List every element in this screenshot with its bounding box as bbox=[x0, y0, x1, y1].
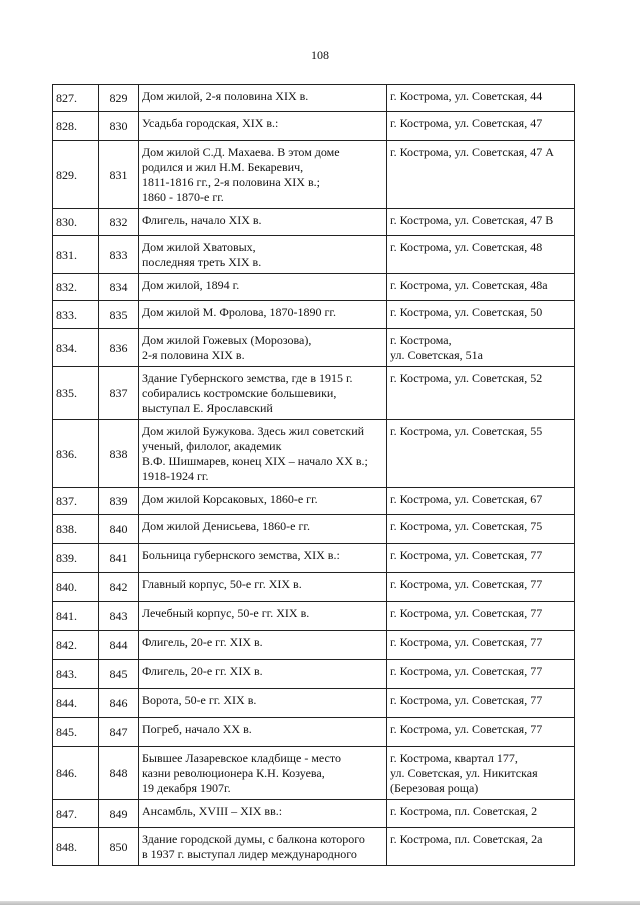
table-row bbox=[53, 301, 575, 329]
table-row bbox=[53, 544, 575, 573]
registry-id-cell: 842 bbox=[99, 573, 139, 602]
address-cell: г. Кострома, ул. Советская, 50 bbox=[387, 301, 575, 329]
row-number-cell: 840. bbox=[53, 573, 99, 602]
registry-id-cell: 832 bbox=[99, 209, 139, 236]
description-cell: Лечебный корпус, 50-е гг. XIX в. bbox=[139, 602, 387, 631]
monuments-table bbox=[52, 84, 575, 866]
registry-id-cell: 830 bbox=[99, 112, 139, 141]
registry-id-cell: 835 bbox=[99, 301, 139, 329]
description-cell: Дом жилой, 2-я половина XIX в. bbox=[139, 85, 387, 112]
description-cell: Дом жилой М. Фролова, 1870-1890 гг. bbox=[139, 301, 387, 329]
description-cell: Дом жилой Корсаковых, 1860-е гг. bbox=[139, 488, 387, 515]
row-number-cell: 828. bbox=[53, 112, 99, 141]
address-cell: г. Кострома, ул. Советская, 52 bbox=[387, 367, 575, 420]
table-row bbox=[53, 367, 575, 420]
address-cell: г. Кострома, квартал 177, ул. Советская, ул. Никитская (Березовая роща) bbox=[387, 747, 575, 800]
description-cell: Дом жилой Хватовых, последняя треть XIX в. bbox=[139, 236, 387, 274]
address-cell: г. Кострома, ул. Советская, 77 bbox=[387, 602, 575, 631]
row-number-cell: 827. bbox=[53, 85, 99, 112]
registry-id-cell: 843 bbox=[99, 602, 139, 631]
table-row bbox=[53, 718, 575, 747]
table-row bbox=[53, 274, 575, 301]
registry-id-cell: 840 bbox=[99, 515, 139, 544]
description-cell: Ворота, 50-е гг. XIX в. bbox=[139, 689, 387, 718]
row-number-cell: 831. bbox=[53, 236, 99, 274]
table-body bbox=[53, 85, 575, 866]
row-number-cell: 835. bbox=[53, 367, 99, 420]
address-cell: г. Кострома, ул. Советская, 47 А bbox=[387, 141, 575, 209]
description-cell: Дом жилой Гожевых (Морозова), 2-я половина XIX в. bbox=[139, 329, 387, 367]
registry-id-cell: 838 bbox=[99, 420, 139, 488]
address-cell: г. Кострома, ул. Советская, 77 bbox=[387, 689, 575, 718]
row-number-cell: 844. bbox=[53, 689, 99, 718]
registry-id-cell: 850 bbox=[99, 828, 139, 866]
row-number-cell: 837. bbox=[53, 488, 99, 515]
row-number-cell: 841. bbox=[53, 602, 99, 631]
registry-id-cell: 837 bbox=[99, 367, 139, 420]
description-cell: Усадьба городская, XIX в.: bbox=[139, 112, 387, 141]
table-row bbox=[53, 689, 575, 718]
registry-id-cell: 829 bbox=[99, 85, 139, 112]
row-number-cell: 829. bbox=[53, 141, 99, 209]
address-cell: г. Кострома, ул. Советская, 77 bbox=[387, 573, 575, 602]
registry-id-cell: 847 bbox=[99, 718, 139, 747]
page-number: 108 bbox=[311, 48, 329, 62]
table-row bbox=[53, 828, 575, 866]
row-number-cell: 832. bbox=[53, 274, 99, 301]
description-cell: Дом жилой, 1894 г. bbox=[139, 274, 387, 301]
table-row bbox=[53, 602, 575, 631]
table-row bbox=[53, 800, 575, 828]
registry-id-cell: 845 bbox=[99, 660, 139, 689]
description-cell: Дом жилой С.Д. Махаева. В этом доме родился и жил Н.М. Бекаревич, 1811-1816 гг., 2-я половина XIX в.; 1860 - 1870-е гг. bbox=[139, 141, 387, 209]
address-cell: г. Кострома, ул. Советская, 51а bbox=[387, 329, 575, 367]
address-cell: г. Кострома, ул. Советская, 44 bbox=[387, 85, 575, 112]
registry-id-cell: 833 bbox=[99, 236, 139, 274]
description-cell: Главный корпус, 50-е гг. XIX в. bbox=[139, 573, 387, 602]
table-row bbox=[53, 209, 575, 236]
address-cell: г. Кострома, пл. Советская, 2а bbox=[387, 828, 575, 866]
row-number-cell: 833. bbox=[53, 301, 99, 329]
description-cell: Больница губернского земства, XIX в.: bbox=[139, 544, 387, 573]
address-cell: г. Кострома, ул. Советская, 47 bbox=[387, 112, 575, 141]
table-row bbox=[53, 573, 575, 602]
row-number-cell: 843. bbox=[53, 660, 99, 689]
page-bottom-edge bbox=[0, 901, 640, 905]
address-cell: г. Кострома, пл. Советская, 2 bbox=[387, 800, 575, 828]
address-cell: г. Кострома, ул. Советская, 55 bbox=[387, 420, 575, 488]
registry-id-cell: 839 bbox=[99, 488, 139, 515]
address-cell: г. Кострома, ул. Советская, 77 bbox=[387, 660, 575, 689]
table-row bbox=[53, 420, 575, 488]
row-number-cell: 838. bbox=[53, 515, 99, 544]
row-number-cell: 842. bbox=[53, 631, 99, 660]
table-row bbox=[53, 631, 575, 660]
table-row bbox=[53, 329, 575, 367]
registry-id-cell: 846 bbox=[99, 689, 139, 718]
table-row bbox=[53, 515, 575, 544]
description-cell: Дом жилой Бужукова. Здесь жил советский ученый, филолог, академик В.Ф. Шишмарев, конец XIX – начало XX в.; 1918-1924 гг. bbox=[139, 420, 387, 488]
table-row bbox=[53, 85, 575, 112]
table-row bbox=[53, 747, 575, 800]
description-cell: Флигель, 20-е гг. XIX в. bbox=[139, 660, 387, 689]
table-row bbox=[53, 112, 575, 141]
address-cell: г. Кострома, ул. Советская, 47 В bbox=[387, 209, 575, 236]
address-cell: г. Кострома, ул. Советская, 77 bbox=[387, 631, 575, 660]
row-number-cell: 848. bbox=[53, 828, 99, 866]
row-number-cell: 834. bbox=[53, 329, 99, 367]
address-cell: г. Кострома, ул. Советская, 67 bbox=[387, 488, 575, 515]
description-cell: Дом жилой Денисьева, 1860-е гг. bbox=[139, 515, 387, 544]
row-number-cell: 847. bbox=[53, 800, 99, 828]
table-row bbox=[53, 236, 575, 274]
address-cell: г. Кострома, ул. Советская, 48 bbox=[387, 236, 575, 274]
row-number-cell: 845. bbox=[53, 718, 99, 747]
row-number-cell: 846. bbox=[53, 747, 99, 800]
registry-id-cell: 831 bbox=[99, 141, 139, 209]
address-cell: г. Кострома, ул. Советская, 48а bbox=[387, 274, 575, 301]
description-cell: Флигель, 20-е гг. XIX в. bbox=[139, 631, 387, 660]
registry-id-cell: 836 bbox=[99, 329, 139, 367]
table-row bbox=[53, 141, 575, 209]
description-cell: Здание городской думы, с балкона которого в 1937 г. выступал лидер международного bbox=[139, 828, 387, 866]
registry-id-cell: 841 bbox=[99, 544, 139, 573]
description-cell: Бывшее Лазаревское кладбище - место казни революционера К.Н. Козуева, 19 декабря 1907г. bbox=[139, 747, 387, 800]
registry-id-cell: 848 bbox=[99, 747, 139, 800]
registry-id-cell: 849 bbox=[99, 800, 139, 828]
row-number-cell: 830. bbox=[53, 209, 99, 236]
registry-id-cell: 834 bbox=[99, 274, 139, 301]
description-cell: Погреб, начало XX в. bbox=[139, 718, 387, 747]
table-row bbox=[53, 488, 575, 515]
table-row bbox=[53, 660, 575, 689]
description-cell: Здание Губернского земства, где в 1915 г. собирались костромские большевики, выступал Е. Ярославский bbox=[139, 367, 387, 420]
row-number-cell: 839. bbox=[53, 544, 99, 573]
registry-id-cell: 844 bbox=[99, 631, 139, 660]
address-cell: г. Кострома, ул. Советская, 77 bbox=[387, 544, 575, 573]
description-cell: Флигель, начало XIX в. bbox=[139, 209, 387, 236]
description-cell: Ансамбль, XVIII – XIX вв.: bbox=[139, 800, 387, 828]
row-number-cell: 836. bbox=[53, 420, 99, 488]
address-cell: г. Кострома, ул. Советская, 77 bbox=[387, 718, 575, 747]
address-cell: г. Кострома, ул. Советская, 75 bbox=[387, 515, 575, 544]
